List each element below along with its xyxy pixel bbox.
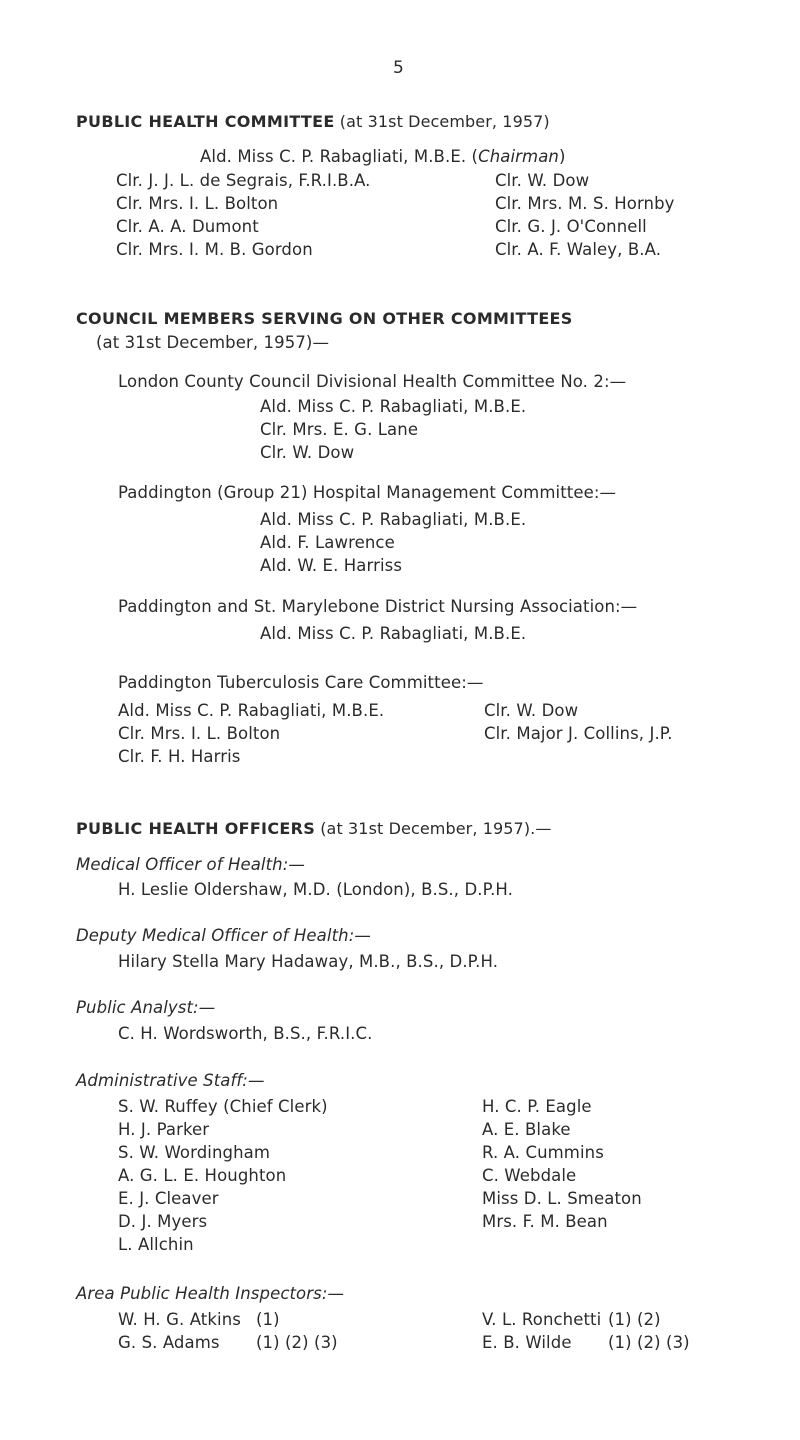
admin-staff-member: Miss D. L. Smeaton [482,1189,642,1208]
inspector-quals: (1) (2) (3) [608,1333,690,1352]
inspector-name: E. B. Wilde [482,1333,572,1352]
admin-staff-label: Administrative Staff:— [76,1071,265,1090]
inspectors-label: Area Public Health Inspectors:— [76,1284,345,1303]
hmc-member: Ald. Miss C. P. Rabagliati, M.B.E. [260,510,527,529]
committee-member: Clr. A. F. Waley, B.A. [495,240,662,259]
inspector-quals: (1) [256,1310,280,1329]
inspector-quals: (1) (2) (3) [256,1333,338,1352]
deputy-moh-name: Hilary Stella Mary Hadaway, M.B., B.S., D.P.H. [118,952,499,971]
admin-staff-member: D. J. Myers [118,1212,208,1231]
officers-heading-date: (at 31st December, 1957).— [315,819,552,838]
committee-member: Clr. Mrs. I. L. Bolton [116,194,279,213]
tb-member: Clr. Major J. Collins, J.P. [484,724,673,743]
admin-staff-member: C. Webdale [482,1166,577,1185]
inspector-name: W. H. G. Atkins [118,1310,241,1329]
admin-staff-member: H. J. Parker [118,1120,210,1139]
officers-heading-title: PUBLIC HEALTH OFFICERS [76,819,316,838]
admin-staff-member: H. C. P. Eagle [482,1097,592,1116]
lcc-member: Clr. W. Dow [260,443,355,462]
moh-label: Medical Officer of Health:— [76,855,305,874]
deputy-moh-label: Deputy Medical Officer of Health:— [76,926,371,945]
hmc-committee-title: Paddington (Group 21) Hospital Management Committee:— [118,483,617,502]
tb-committee-title: Paddington Tuberculosis Care Committee:— [118,673,484,692]
lcc-committee-title: London County Council Divisional Health Committee No. 2:— [118,372,627,391]
committee-chair [200,147,566,166]
committee-member: Clr. Mrs. M. S. Hornby [495,194,675,213]
chair-role: Chairman [478,147,559,166]
lcc-member: Clr. Mrs. E. G. Lane [260,420,419,439]
committee-heading-title: PUBLIC HEALTH COMMITTEE [76,112,335,131]
admin-staff-member: L. Allchin [118,1235,194,1254]
officers-heading [76,819,551,838]
analyst-label: Public Analyst:— [76,998,216,1017]
chair-close: ) [558,147,566,166]
admin-staff-member: E. J. Cleaver [118,1189,219,1208]
committee-member: Clr. A. A. Dumont [116,217,259,236]
hmc-member: Ald. F. Lawrence [260,533,395,552]
committee-member: Clr. W. Dow [495,171,590,190]
moh-name: H. Leslie Oldershaw, M.D. (London), B.S., D.P.H. [118,880,513,899]
chair-name: Ald. Miss C. P. Rabagliati, M.B.E. ( [200,147,479,166]
committee-heading [76,112,550,131]
council-heading: COUNCIL MEMBERS SERVING ON OTHER COMMITTEES [76,309,573,328]
admin-staff-member: A. E. Blake [482,1120,571,1139]
page-number: 5 [393,58,404,78]
tb-member: Clr. F. H. Harris [118,747,241,766]
hmc-member: Ald. W. E. Harriss [260,556,403,575]
inspector-quals: (1) (2) [608,1310,661,1329]
committee-member: Clr. J. J. L. de Segrais, F.R.I.B.A. [116,171,371,190]
nursing-committee-title: Paddington and St. Marylebone District Nursing Association:— [118,597,638,616]
committee-member: Clr. Mrs. I. M. B. Gordon [116,240,313,259]
committee-heading-date: (at 31st December, 1957) [334,112,550,131]
tb-member: Ald. Miss C. P. Rabagliati, M.B.E. [118,701,385,720]
admin-staff-member: S. W. Ruffey (Chief Clerk) [118,1097,328,1116]
admin-staff-member: A. G. L. E. Houghton [118,1166,287,1185]
admin-staff-member: R. A. Cummins [482,1143,604,1162]
inspector-name: V. L. Ronchetti [482,1310,602,1329]
inspector-name: G. S. Adams [118,1333,220,1352]
committee-member: Clr. G. J. O'Connell [495,217,647,236]
admin-staff-member: Mrs. F. M. Bean [482,1212,608,1231]
nursing-member: Ald. Miss C. P. Rabagliati, M.B.E. [260,624,527,643]
analyst-name: C. H. Wordsworth, B.S., F.R.I.C. [118,1024,373,1043]
tb-member: Clr. Mrs. I. L. Bolton [118,724,281,743]
lcc-member: Ald. Miss C. P. Rabagliati, M.B.E. [260,397,527,416]
tb-member: Clr. W. Dow [484,701,579,720]
council-subheading: (at 31st December, 1957)— [96,333,330,352]
admin-staff-member: S. W. Wordingham [118,1143,271,1162]
